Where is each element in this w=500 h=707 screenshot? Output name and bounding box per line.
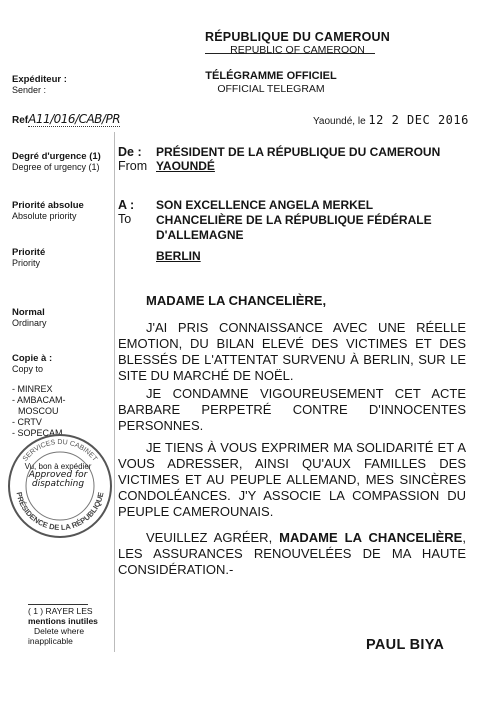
country-title-fr: RÉPUBLIQUE DU CAMEROUN [205,30,390,44]
reference-value: A11/016/CAB/PR [28,112,121,126]
doc-type-en: OFFICIAL TELEGRAM [217,83,325,95]
footnote-line: inapplicable [28,636,73,646]
to-line1: SON EXCELLENCE ANGELA MERKEL [156,198,374,212]
footnote [28,606,108,646]
reference-prefix: Ref [12,115,29,126]
column-divider [114,132,115,652]
to-label-en: To [118,212,132,226]
absolute-priority-en: Absolute priority [12,211,77,221]
stamp-center-text [18,462,98,489]
normal-label [12,308,117,328]
to-label-fr: A : [118,198,135,212]
closing-start: VEUILLEZ AGRÉER, [146,530,273,545]
signature: PAUL BIYA [366,637,445,653]
urgency-label-en: Degree of urgency (1) [12,162,100,172]
paragraph-1: J'AI PRIS CONNAISSANCE AVEC UNE RÉELLE EMOTION, DU BILAN ELEVÉ DES VICTIMES ET DES BLESSÉS DE L'ATTENTAT SURVENU À BERLIN, SUR LE SITE DU MARCHÉ DE NOËL. [118,320,466,383]
stamp-line: Approved for [28,470,88,480]
absolute-priority-fr: Priorité absolue [12,200,84,211]
copy-item: - MINREX [12,384,53,394]
sender-label-fr: Expéditeur : [12,74,67,85]
footnote-line: Delete where [34,626,85,636]
normal-fr: Normal [12,307,45,318]
to-line2: CHANCELIÈRE DE LA RÉPUBLIQUE FÉDÉRALE [156,213,432,227]
date-value: 12 2 DEC 2016 [368,113,469,127]
urgency-label-fr: Degré d'urgence (1) [12,151,101,162]
copy-en: Copy to [12,364,44,374]
sender-label-en: Sender : [12,85,47,95]
from-line2: YAOUNDÉ [156,159,215,173]
to-line3: D'ALLEMAGNE [156,228,244,242]
from-line1: PRÉSIDENT DE LA RÉPUBLIQUE DU CAMEROUN [156,145,441,159]
date-place: Yaoundé, le [313,116,366,127]
priority-en: Priority [12,258,41,268]
from-label-fr: De : [118,145,142,159]
copy-fr: Copie à : [12,353,53,364]
stamp-bottom-text: PRÉSIDENCE DE LA RÉPUBLIQUE [14,491,106,533]
to-city: BERLIN [156,249,201,263]
reference [12,112,120,126]
from-value [156,145,440,173]
copy-item: MOSCOU [18,406,59,416]
to-value [156,198,432,243]
stamp-line: Vu, bon à expédier [24,462,92,471]
footnote-line: ( 1 ) RAYER LES [28,606,93,616]
closing-end: , LES ASSURANCES RENOUVELÉES DE MA HAUTE CONSIDÉRATION.- [118,530,466,577]
copy-label [12,354,117,374]
paragraph-3: JE TIENS À VOUS EXPRIMER MA SOLIDARITÉ ET A VOUS ADRESSER, AINSI QU'AUX FAMILLES DES VICTIMES ET AU PEUPLE ALLEMAND, MES SINCÈRES CONDOLÉANCES. J'Y ASSOCIE LA COMPASSION DU PEUPLE CAMEROUNAIS. [118,440,466,519]
copy-item: - CRTV [12,417,42,427]
header-underline [205,53,375,54]
priority-label [12,248,117,268]
date-line [313,113,469,127]
sender-label [12,75,117,95]
priority-fr: Priorité [12,247,46,258]
to-label [118,198,134,226]
footnote-line: mentions inutiles [28,616,98,626]
paragraph-4 [118,530,466,578]
footnote-divider [28,604,88,605]
copy-list [12,384,117,439]
copy-item: - AMBACAM- [12,395,66,405]
absolute-priority-label [12,201,117,221]
stamp-top-text: SERVICES DU CABINET [21,438,99,463]
urgency-label [12,152,117,172]
country-title-en: REPUBLIC OF CAMEROON [230,44,365,56]
stamp-line: dispatching [31,479,85,489]
doc-type-fr: TÉLÉGRAMME OFFICIEL [205,70,337,82]
copy-item: - SOPECAM [12,428,63,438]
normal-en: Ordinary [12,318,47,328]
paragraph-2: JE CONDAMNE VIGOUREUSEMENT CET ACTE BARBARE PERPETRÉ CONTRE D'INNOCENTES PERSONNES. [118,386,466,433]
salutation: MADAME LA CHANCELIÈRE, [146,293,327,308]
from-label [118,145,147,173]
closing-bold: MADAME LA CHANCELIÈRE [279,530,463,545]
from-label-en: From [118,159,148,173]
